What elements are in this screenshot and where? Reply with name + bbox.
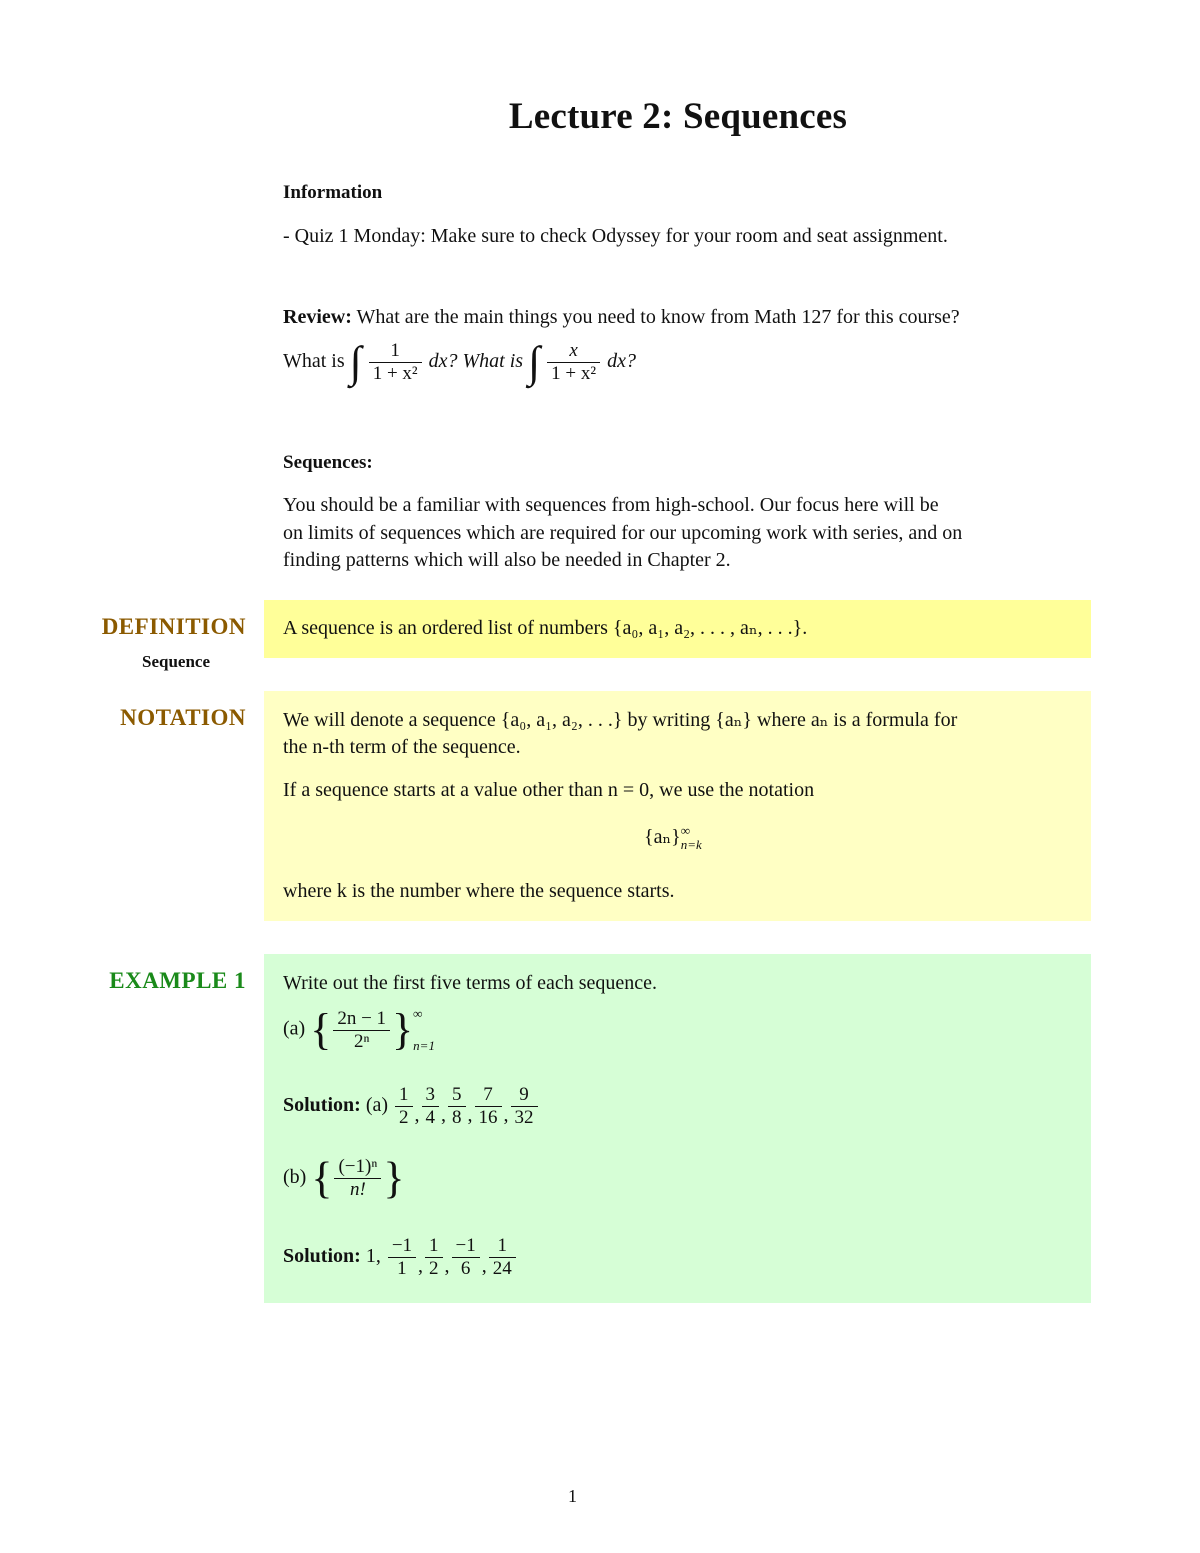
sequences-line-2: on limits of sequences which are required for our upcoming work with series, and on bbox=[283, 522, 963, 544]
example-box bbox=[264, 954, 1091, 1303]
q1-numerator: 1 bbox=[369, 340, 422, 363]
review-line bbox=[283, 303, 960, 331]
page-title: Lecture 2: Sequences bbox=[508, 96, 848, 137]
part-a-label: (a) bbox=[283, 1017, 306, 1040]
part-b-label: (b) bbox=[283, 1166, 307, 1189]
notation-box bbox=[264, 691, 1091, 921]
comma: , bbox=[418, 1255, 424, 1278]
notation-line-3: If a sequence starts at a value other than n = 0, we use the notation bbox=[283, 779, 815, 801]
page-number: 1 bbox=[568, 1486, 577, 1506]
solution-b-term-numerator: 1 bbox=[425, 1235, 443, 1258]
q1-prefix: What is bbox=[283, 350, 345, 373]
q2-numerator: x bbox=[547, 340, 600, 363]
definition-text: A sequence is an ordered list of numbers {a₀, a₁, a₂, . . . , aₙ, . . .}. bbox=[283, 617, 808, 639]
comma: , bbox=[444, 1255, 450, 1278]
solution-b-term-denominator: 24 bbox=[492, 1258, 512, 1279]
solution-a-term-numerator: 7 bbox=[475, 1084, 502, 1107]
solution-a-term-numerator: 3 bbox=[422, 1084, 440, 1107]
solution-a-prefix: (a) bbox=[365, 1094, 389, 1117]
solution-a-term-numerator: 1 bbox=[395, 1084, 413, 1107]
notation-line-1: We will denote a sequence {a₀, a₁, a₂, . . .} by writing {aₙ} where aₙ is a formula for bbox=[283, 709, 958, 731]
solution-b-term-fraction bbox=[452, 1235, 480, 1280]
solution-b-term-fraction bbox=[489, 1235, 516, 1280]
solution-a-term-fraction bbox=[422, 1084, 440, 1129]
part-a-denominator: 2ⁿ bbox=[353, 1030, 370, 1052]
solution-a bbox=[283, 1084, 540, 1129]
part-a-sub: n=1 bbox=[413, 1038, 435, 1053]
solution-b-term-fraction bbox=[425, 1235, 443, 1280]
solution-a-term-fraction bbox=[448, 1084, 466, 1129]
example-prompt: Write out the first five terms of each sequence. bbox=[283, 972, 658, 994]
part-b-denominator: n! bbox=[349, 1179, 366, 1200]
part-a-fraction bbox=[333, 1008, 390, 1053]
solution-a-term-denominator: 32 bbox=[514, 1107, 534, 1128]
solution-b-label: Solution: bbox=[283, 1245, 361, 1268]
solution-a-terms bbox=[393, 1084, 540, 1128]
comma: , bbox=[467, 1104, 473, 1127]
solution-a-term-numerator: 9 bbox=[511, 1084, 538, 1107]
comma: , bbox=[414, 1104, 420, 1127]
integral-sign-2: ∫ bbox=[528, 337, 541, 387]
integral-questions bbox=[283, 337, 636, 387]
comma: , bbox=[481, 1255, 487, 1278]
left-brace: { bbox=[311, 1153, 333, 1203]
notation-display bbox=[644, 823, 702, 852]
definition-box bbox=[264, 600, 1091, 658]
part-b-numerator: (−1)ⁿ bbox=[334, 1156, 381, 1179]
integral-sign-1: ∫ bbox=[349, 337, 362, 387]
solution-a-label: Solution: bbox=[283, 1094, 361, 1117]
solution-b-terms bbox=[386, 1235, 518, 1279]
solution-a-term-fraction bbox=[511, 1084, 538, 1129]
sequences-line-1: You should be a familiar with sequences from high-school. Our focus here will be bbox=[283, 494, 939, 516]
q2-fraction bbox=[547, 340, 600, 385]
q2-suffix: dx? bbox=[607, 350, 636, 373]
solution-a-term-fraction bbox=[395, 1084, 413, 1129]
solution-a-term-denominator: 2 bbox=[399, 1107, 409, 1128]
notation-line-2: the n-th term of the sequence. bbox=[283, 736, 521, 758]
q1-suffix: dx? What is bbox=[428, 350, 524, 373]
part-a-sup: ∞ bbox=[413, 1006, 423, 1021]
review-text: What are the main things you need to know from Math 127 for this course? bbox=[356, 306, 960, 328]
solution-b bbox=[283, 1235, 518, 1280]
part-b-fraction bbox=[334, 1156, 381, 1201]
solution-b-term-denominator: 2 bbox=[429, 1258, 439, 1279]
right-brace: } bbox=[383, 1153, 405, 1203]
quiz-notice: - Quiz 1 Monday: Make sure to check Odyssey for your room and seat assignment. bbox=[283, 225, 948, 247]
information-heading: Information bbox=[283, 182, 383, 203]
notation-display-sub: n=k bbox=[680, 837, 702, 853]
solution-b-first: 1, bbox=[365, 1245, 381, 1268]
definition-tag: DEFINITION bbox=[101, 614, 246, 639]
notation-display-sup: ∞ bbox=[680, 823, 691, 839]
comma: , bbox=[503, 1104, 509, 1127]
solution-b-term-denominator: 6 bbox=[460, 1258, 471, 1279]
part-b bbox=[283, 1153, 405, 1203]
notation-tag: NOTATION bbox=[120, 705, 246, 730]
q1-denominator: 1 + x² bbox=[372, 363, 418, 384]
part-a-numerator: 2n − 1 bbox=[333, 1008, 390, 1031]
solution-b-term-denominator: 1 bbox=[397, 1258, 407, 1279]
solution-b-term-fraction bbox=[388, 1235, 416, 1280]
solution-a-term-denominator: 4 bbox=[425, 1107, 436, 1128]
solution-b-term-numerator: −1 bbox=[452, 1235, 480, 1258]
solution-a-term-fraction bbox=[475, 1084, 502, 1129]
right-brace: } bbox=[392, 1005, 414, 1054]
solution-b-term-numerator: 1 bbox=[489, 1235, 516, 1258]
solution-a-term-denominator: 8 bbox=[452, 1107, 462, 1128]
comma: , bbox=[441, 1104, 447, 1127]
sequences-line-3: finding patterns which will also be needed in Chapter 2. bbox=[283, 549, 731, 571]
notation-line-4: where k is the number where the sequence starts. bbox=[283, 880, 675, 902]
notation-display-main: {aₙ} bbox=[644, 826, 681, 848]
part-a bbox=[283, 1006, 435, 1054]
definition-subtag: Sequence bbox=[142, 652, 210, 671]
q1-fraction bbox=[369, 340, 422, 385]
solution-a-term-numerator: 5 bbox=[448, 1084, 466, 1107]
example-tag: EXAMPLE 1 bbox=[109, 968, 246, 993]
q2-denominator: 1 + x² bbox=[551, 363, 597, 384]
sequences-heading: Sequences: bbox=[283, 452, 373, 473]
left-brace: { bbox=[310, 1005, 332, 1054]
solution-a-term-denominator: 16 bbox=[478, 1107, 498, 1128]
review-label: Review: bbox=[283, 306, 352, 328]
solution-b-term-numerator: −1 bbox=[388, 1235, 416, 1258]
